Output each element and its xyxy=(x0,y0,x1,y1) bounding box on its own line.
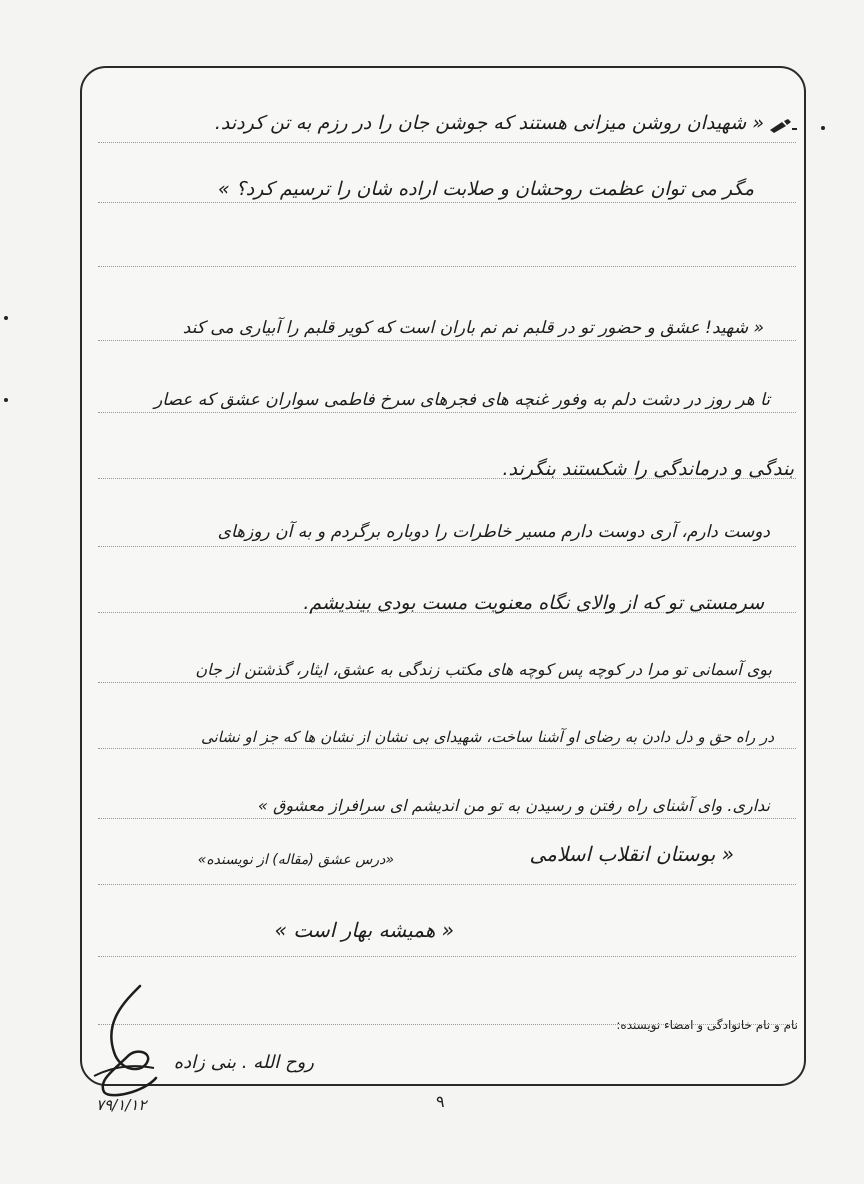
signature-label: نام و نام خانوادگی و امضاء نویسنده: xyxy=(616,1018,798,1032)
handwritten-line-2: مگر می توان عظمت روحشان و صلابت اراده شان را ترسیم کرد؟ » xyxy=(217,178,754,200)
handwritten-line-5: بندگی و درماندگی را شکستند بنگرند. xyxy=(502,458,794,480)
margin-dot xyxy=(821,126,825,130)
title-line: « بوستان انقلاب اسلامی xyxy=(529,842,734,866)
ruled-line xyxy=(98,956,796,957)
handwritten-line-10: نداری. وای آشنای راه رفتن و رسیدن به تو من اندیشم ای سرافراز معشوق » xyxy=(258,796,770,815)
ruled-line xyxy=(98,142,796,143)
ruled-line xyxy=(98,884,796,885)
date: ۷۹/۱/۱۲ xyxy=(96,1096,147,1114)
handwritten-line-9: در راه حق و دل دادن به رضای او آشنا ساخت، شهیدای بی نشان از نشان ها که جز او نشانی xyxy=(200,728,774,746)
margin-dot xyxy=(4,316,8,320)
handwritten-line-3: « شهید! عشق و حضور تو در قلبم نم نم باران است که کویر قلبم را آبیاری می کند xyxy=(182,318,764,338)
ruled-line xyxy=(98,412,796,413)
handwritten-line-7: سرمستی تو که از والای نگاه معنویت مست بودی بیندیشم. xyxy=(303,592,764,614)
margin-dot xyxy=(4,398,8,402)
ruled-line xyxy=(98,818,796,819)
ruled-line xyxy=(98,202,796,203)
ruled-line xyxy=(98,546,796,547)
signature-name: روح الله . بنی زاده xyxy=(173,1052,314,1073)
ruled-line xyxy=(98,682,796,683)
page-number: ۹ xyxy=(436,1092,445,1111)
handwritten-line-4: تا هر روز در دشت دلم به وفور غنچه های فجرهای سرخ فاطمی سواران عشق که عصار xyxy=(154,390,770,410)
signature-mark xyxy=(84,982,164,1100)
author-note: «درس عشق (مقاله) از نویسنده» xyxy=(197,852,394,868)
handwritten-line-6: دوست دارم، آری دوست دارم مسیر خاطرات را دوباره برگردم و به آن روزهای xyxy=(217,522,770,542)
ruled-line xyxy=(98,340,796,341)
handwritten-line-8: بوی آسمانی تو مرا در کوچه پس کوچه های مکتب زندگی به عشق، ایثار، گذشتن از جان xyxy=(195,660,772,679)
ruled-line xyxy=(98,266,796,267)
ruled-line xyxy=(98,748,796,749)
handwritten-line-1: « شهیدان روشن میزانی هستند که جوشن جان را در رزم به تن کردند. xyxy=(214,112,764,134)
pencil-icon xyxy=(768,118,798,134)
subtitle-line: « همیشه بهار است » xyxy=(274,918,454,942)
